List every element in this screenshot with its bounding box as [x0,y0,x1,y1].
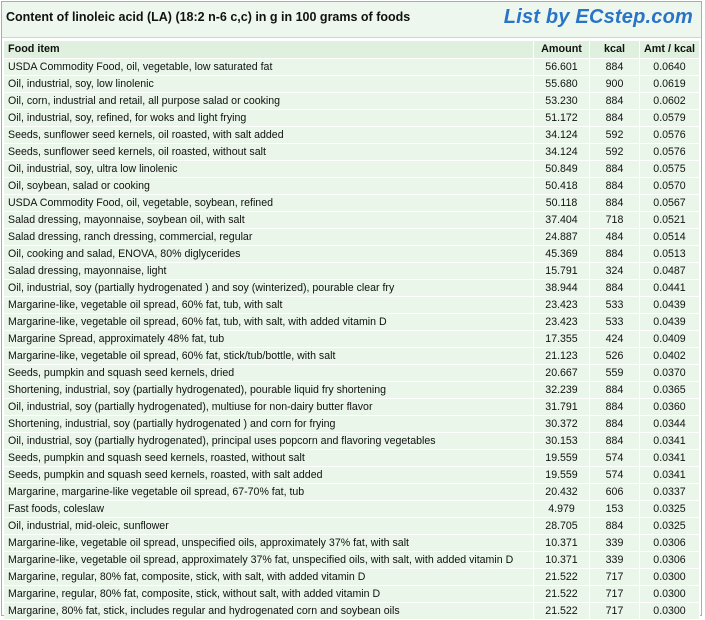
kcal-cell: 884 [590,93,640,110]
amount-cell: 34.124 [534,144,590,161]
kcal-cell: 718 [590,212,640,229]
amount-cell: 50.118 [534,195,590,212]
kcal-cell: 424 [590,331,640,348]
table-row [4,433,700,450]
food-item-cell: USDA Commodity Food, oil, vegetable, low saturated fat [4,59,534,76]
kcal-cell: 574 [590,450,640,467]
amt-per-kcal-cell: 0.0640 [640,59,700,76]
amount-cell: 15.791 [534,263,590,280]
food-item-cell: Oil, industrial, soy, refined, for woks and light frying [4,110,534,127]
food-item-cell: Oil, soybean, salad or cooking [4,178,534,195]
table-row [4,161,700,178]
amount-cell: 30.372 [534,416,590,433]
kcal-cell: 884 [590,382,640,399]
amount-cell: 53.230 [534,93,590,110]
amt-per-kcal-cell: 0.0409 [640,331,700,348]
table-row [4,382,700,399]
table-row [4,552,700,569]
food-item-cell: Margarine-like, vegetable oil spread, 60% fat, tub, with salt [4,297,534,314]
amt-per-kcal-cell: 0.0579 [640,110,700,127]
table-row [4,178,700,195]
food-item-cell: Oil, corn, industrial and retail, all purpose salad or cooking [4,93,534,110]
kcal-cell: 884 [590,178,640,195]
food-item-cell: Seeds, pumpkin and squash seed kernels, roasted, without salt [4,450,534,467]
amount-cell: 38.944 [534,280,590,297]
amount-cell: 23.423 [534,297,590,314]
table-row [4,450,700,467]
food-item-cell: Oil, cooking and salad, ENOVA, 80% diglycerides [4,246,534,263]
table-row [4,314,700,331]
amt-per-kcal-cell: 0.0576 [640,127,700,144]
kcal-cell: 592 [590,144,640,161]
kcal-cell: 884 [590,518,640,535]
amt-per-kcal-cell: 0.0619 [640,76,700,93]
amount-cell: 45.369 [534,246,590,263]
amt-per-kcal-cell: 0.0487 [640,263,700,280]
kcal-cell: 884 [590,433,640,450]
table-row [4,365,700,382]
kcal-cell: 533 [590,314,640,331]
kcal-cell: 559 [590,365,640,382]
amount-cell: 51.172 [534,110,590,127]
kcal-cell: 339 [590,552,640,569]
amount-cell: 30.153 [534,433,590,450]
amount-cell: 50.849 [534,161,590,178]
amount-cell: 19.559 [534,467,590,484]
table-row [4,246,700,263]
food-item-cell: Margarine Spread, approximately 48% fat, tub [4,331,534,348]
kcal-cell: 717 [590,603,640,620]
food-item-cell: Salad dressing, mayonnaise, soybean oil, with salt [4,212,534,229]
amt-per-kcal-cell: 0.0439 [640,297,700,314]
table-row [4,76,700,93]
amt-per-kcal-cell: 0.0341 [640,433,700,450]
kcal-cell: 484 [590,229,640,246]
amount-cell: 21.123 [534,348,590,365]
table-row [4,399,700,416]
food-item-cell: Salad dressing, ranch dressing, commercial, regular [4,229,534,246]
amt-per-kcal-cell: 0.0360 [640,399,700,416]
brand-link[interactable]: List by ECstep.com [503,6,693,28]
food-item-cell: Fast foods, coleslaw [4,501,534,518]
amt-per-kcal-cell: 0.0602 [640,93,700,110]
table-row [4,93,700,110]
amt-per-kcal-cell: 0.0341 [640,467,700,484]
table-row [4,263,700,280]
food-item-cell: Margarine-like, vegetable oil spread, unspecified oils, approximately 37% fat, with salt [4,535,534,552]
amount-cell: 20.667 [534,365,590,382]
food-item-cell: Seeds, sunflower seed kernels, oil roasted, with salt added [4,127,534,144]
amt-per-kcal-cell: 0.0513 [640,246,700,263]
amt-per-kcal-cell: 0.0370 [640,365,700,382]
kcal-cell: 606 [590,484,640,501]
table-frame [1,1,702,616]
table-header-row [4,41,700,59]
kcal-cell: 884 [590,110,640,127]
amount-cell: 34.124 [534,127,590,144]
amount-cell: 23.423 [534,314,590,331]
table-row [4,569,700,586]
kcal-cell: 324 [590,263,640,280]
food-item-cell: Salad dressing, mayonnaise, light [4,263,534,280]
amt-per-kcal-cell: 0.0341 [640,450,700,467]
amount-cell: 17.355 [534,331,590,348]
table-row [4,127,700,144]
amount-cell: 56.601 [534,59,590,76]
food-item-cell: Margarine, regular, 80% fat, composite, stick, without salt, with added vitamin D [4,586,534,603]
amt-per-kcal-cell: 0.0570 [640,178,700,195]
amt-per-kcal-cell: 0.0306 [640,552,700,569]
amt-per-kcal-cell: 0.0439 [640,314,700,331]
kcal-cell: 884 [590,399,640,416]
table-row [4,59,700,76]
kcal-cell: 339 [590,535,640,552]
table-row [4,195,700,212]
amt-per-kcal-cell: 0.0306 [640,535,700,552]
column-header-amount[interactable]: Amount [534,41,590,59]
food-item-cell: Margarine, regular, 80% fat, composite, stick, with salt, with added vitamin D [4,569,534,586]
food-item-cell: Oil, industrial, soy, ultra low linolenic [4,161,534,178]
amt-per-kcal-cell: 0.0576 [640,144,700,161]
amount-cell: 32.239 [534,382,590,399]
table-body [4,59,700,620]
amount-cell: 55.680 [534,76,590,93]
amount-cell: 10.371 [534,535,590,552]
kcal-cell: 717 [590,569,640,586]
page-title: Content of linoleic acid (LA) (18:2 n-6 c,c) in g in 100 grams of foods [6,10,411,24]
food-item-cell: Margarine-like, vegetable oil spread, 60% fat, stick/tub/bottle, with salt [4,348,534,365]
kcal-cell: 533 [590,297,640,314]
food-item-cell: Oil, industrial, soy (partially hydrogenated), principal uses popcorn and flavoring vegetables [4,433,534,450]
table-row [4,348,700,365]
food-item-cell: Shortening, industrial, soy (partially hydrogenated ) and corn for frying [4,416,534,433]
kcal-cell: 900 [590,76,640,93]
food-item-cell: Oil, industrial, mid-oleic, sunflower [4,518,534,535]
amount-cell: 19.559 [534,450,590,467]
kcal-cell: 574 [590,467,640,484]
table-row [4,280,700,297]
table-row [4,416,700,433]
kcal-cell: 153 [590,501,640,518]
title-bar [2,2,701,38]
kcal-cell: 884 [590,161,640,178]
amt-per-kcal-cell: 0.0300 [640,603,700,620]
column-header-food-item[interactable]: Food item [4,41,534,59]
amount-cell: 10.371 [534,552,590,569]
table-row [4,484,700,501]
table-row [4,212,700,229]
kcal-cell: 884 [590,416,640,433]
amt-per-kcal-cell: 0.0325 [640,518,700,535]
amt-per-kcal-cell: 0.0441 [640,280,700,297]
amount-cell: 31.791 [534,399,590,416]
amt-per-kcal-cell: 0.0567 [640,195,700,212]
amt-per-kcal-cell: 0.0325 [640,501,700,518]
table-row [4,501,700,518]
amount-cell: 4.979 [534,501,590,518]
amt-per-kcal-cell: 0.0402 [640,348,700,365]
table-row [4,586,700,603]
amt-per-kcal-cell: 0.0575 [640,161,700,178]
food-item-cell: Shortening, industrial, soy (partially hydrogenated), pourable liquid fry shortening [4,382,534,399]
amount-cell: 21.522 [534,586,590,603]
table-row [4,297,700,314]
food-item-cell: Oil, industrial, soy (partially hydrogenated ) and soy (winterized), pourable clear fry [4,280,534,297]
amount-cell: 24.887 [534,229,590,246]
column-header-amt-per-kcal[interactable]: Amt / kcal [640,41,700,59]
column-header-kcal[interactable]: kcal [590,41,640,59]
table-row [4,229,700,246]
table-row [4,110,700,127]
table-row [4,518,700,535]
kcal-cell: 884 [590,280,640,297]
amount-cell: 20.432 [534,484,590,501]
kcal-cell: 884 [590,195,640,212]
food-item-cell: Margarine, margarine-like vegetable oil spread, 67-70% fat, tub [4,484,534,501]
food-item-cell: Seeds, pumpkin and squash seed kernels, dried [4,365,534,382]
table-row [4,144,700,161]
food-item-cell: Seeds, sunflower seed kernels, oil roasted, without salt [4,144,534,161]
amt-per-kcal-cell: 0.0365 [640,382,700,399]
kcal-cell: 884 [590,59,640,76]
food-item-cell: Margarine-like, vegetable oil spread, 60% fat, tub, with salt, with added vitamin D [4,314,534,331]
food-item-cell: USDA Commodity Food, oil, vegetable, soybean, refined [4,195,534,212]
food-item-cell: Seeds, pumpkin and squash seed kernels, roasted, with salt added [4,467,534,484]
amt-per-kcal-cell: 0.0514 [640,229,700,246]
food-item-cell: Oil, industrial, soy (partially hydrogenated), multiuse for non-dairy butter flavor [4,399,534,416]
amount-cell: 21.522 [534,569,590,586]
amt-per-kcal-cell: 0.0300 [640,586,700,603]
table-row [4,535,700,552]
table-row [4,331,700,348]
table-row [4,603,700,620]
kcal-cell: 592 [590,127,640,144]
food-item-cell: Margarine-like, vegetable oil spread, approximately 37% fat, unspecified oils, with salt, with added vitamin D [4,552,534,569]
amt-per-kcal-cell: 0.0344 [640,416,700,433]
kcal-cell: 717 [590,586,640,603]
food-item-cell: Oil, industrial, soy, low linolenic [4,76,534,93]
kcal-cell: 884 [590,246,640,263]
food-item-cell: Margarine, 80% fat, stick, includes regular and hydrogenated corn and soybean oils [4,603,534,620]
kcal-cell: 526 [590,348,640,365]
amt-per-kcal-cell: 0.0521 [640,212,700,229]
amt-per-kcal-cell: 0.0300 [640,569,700,586]
table-row [4,467,700,484]
food-table [4,41,700,620]
amount-cell: 37.404 [534,212,590,229]
amount-cell: 21.522 [534,603,590,620]
amount-cell: 50.418 [534,178,590,195]
amount-cell: 28.705 [534,518,590,535]
amt-per-kcal-cell: 0.0337 [640,484,700,501]
